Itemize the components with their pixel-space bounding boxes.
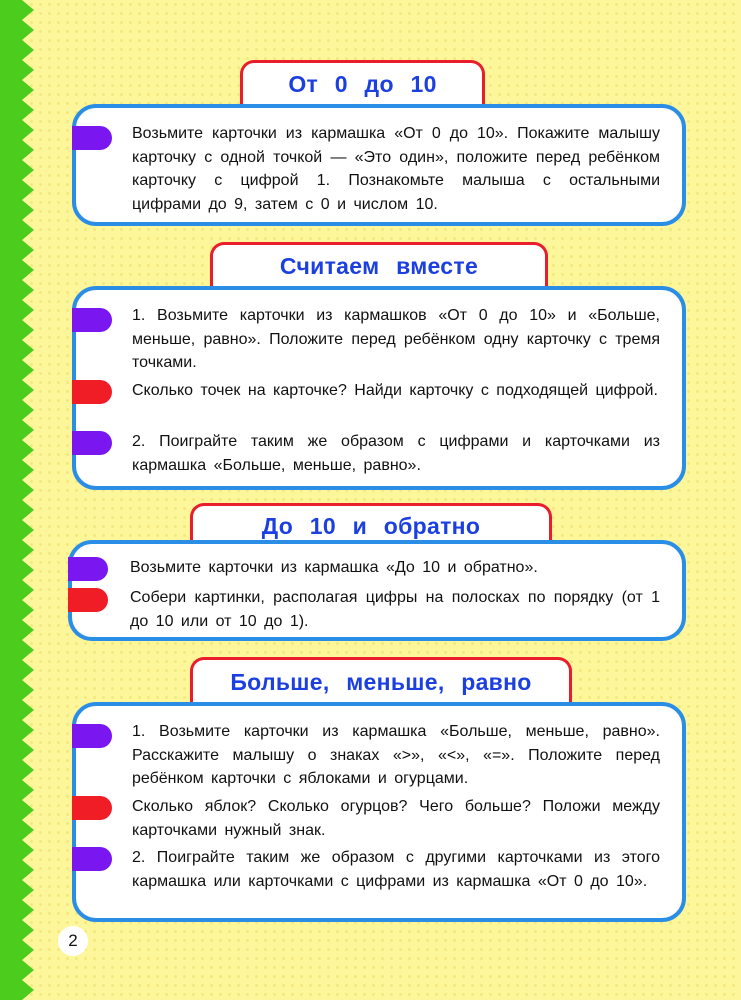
- instruction-card: [72, 286, 686, 490]
- section-title-tab: [210, 242, 548, 288]
- instruction-text: Возьмите карточки из кармашка «От 0 до 10». Покажите малышу карточку с одной точкой — «Это один», положите перед ребёнком карточку с цифрой 1. Познакомьте малыша с остальными цифрами до 9, затем с 0 и числом 10.: [132, 125, 660, 213]
- green-side-strip: [0, 0, 22, 1000]
- instruction-text: 2. Поиграйте таким же образом с другими карточками из этого кармашка или карточками с цифрами из кармашка «От 0 до 10».: [132, 849, 660, 890]
- purple-marker: [72, 308, 112, 332]
- section-title: Считаем вместе: [279, 253, 479, 279]
- instruction-card: [72, 104, 686, 226]
- purple-marker: [68, 557, 108, 581]
- instruction-text: Сколько яблок? Сколько огурцов? Чего больше? Положи между карточками нужный знак.: [132, 798, 660, 839]
- instruction-card: [72, 702, 686, 922]
- red-marker: [72, 380, 112, 404]
- purple-marker: [72, 847, 112, 871]
- zigzag-border: [22, 0, 40, 1000]
- purple-marker: [72, 431, 112, 455]
- purple-marker: [72, 126, 112, 150]
- instruction-text: 2. Поиграйте таким же образом с цифрами и карточками из кармашка «Больше, меньше, равно».: [132, 433, 660, 474]
- red-marker: [72, 796, 112, 820]
- instruction-text: 1. Возьмите карточки из кармашков «От 0 до 10» и «Больше, меньше, равно». Положите перед ребёнком одну карточку с тремя точками.: [132, 307, 660, 371]
- instruction-text: 1. Возьмите карточки из кармашка «Больше, меньше, равно». Расскажите малышу о знаках «>», «<», «=». Положите перед ребёнком карточки с яблоками и огурцами.: [132, 723, 660, 787]
- section-title: До 10 и обратно: [261, 513, 481, 539]
- section-title: От 0 до 10: [288, 71, 437, 97]
- purple-marker: [72, 724, 112, 748]
- instruction-text: Собери картинки, располагая цифры на полосках по порядку (от 1 до 10 или от 10 до 1).: [130, 589, 660, 630]
- instruction-card: [68, 540, 686, 641]
- section-title-tab: [240, 60, 485, 106]
- instruction-text: Сколько точек на карточке? Найди карточку с подходящей цифрой.: [132, 382, 658, 399]
- page-number: 2: [58, 926, 88, 956]
- red-marker: [68, 588, 108, 612]
- section-title: Больше, меньше, равно: [230, 669, 532, 695]
- section-title-tab: [190, 657, 572, 705]
- instruction-text: Возьмите карточки из кармашка «До 10 и обратно».: [130, 559, 538, 576]
